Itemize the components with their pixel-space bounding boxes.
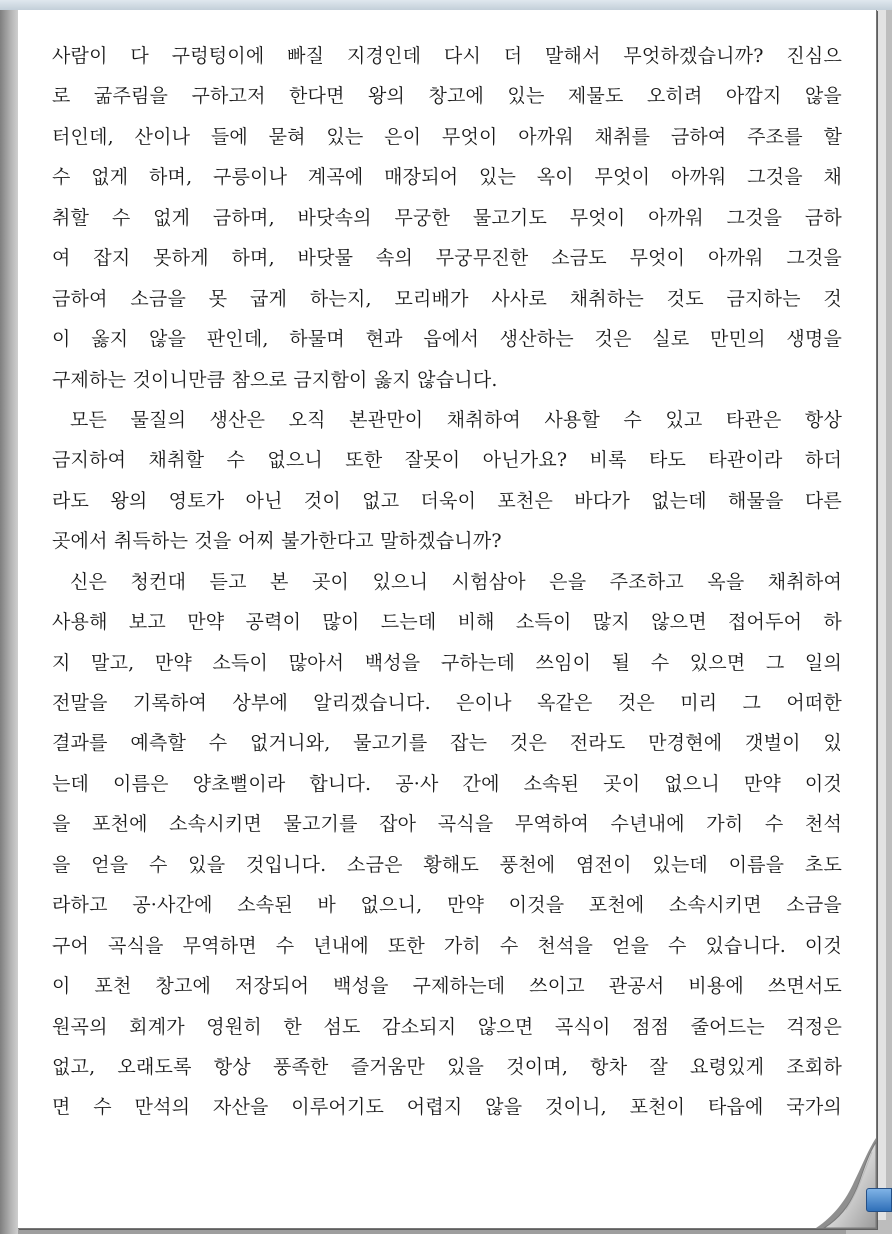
text-line: 구어 곡식을 무역하면 수 년내에 또한 가히 수 천석을 얻을 수 있습니다. 이것 bbox=[52, 934, 842, 957]
document-page bbox=[18, 10, 877, 1229]
text-line: 신은 청컨대 듣고 본 곳이 있으니 시험삼아 은을 주조하고 옥을 채취하여 bbox=[70, 570, 842, 593]
text-line: 수 없게 하며, 구릉이나 계곡에 매장되어 있는 옥이 무엇이 아까워 그것을 채 bbox=[52, 166, 842, 189]
scroll-tab-button[interactable] bbox=[866, 1188, 892, 1212]
text-line: 을 얻을 수 있을 것입니다. 소금은 황해도 풍천에 염전이 있는데 이름을 초도 bbox=[52, 853, 842, 876]
text-line: 없고, 오래도록 항상 풍족한 즐거움만 있을 것이며, 항차 잘 요령있게 조회하 bbox=[52, 1055, 842, 1078]
text-line: 사람이 다 구렁텅이에 빠질 지경인데 다시 더 말해서 무엇하겠습니까? 진심으 bbox=[52, 45, 842, 67]
body-text bbox=[52, 36, 842, 1128]
text-line: 원곡의 회계가 영원히 한 섬도 감소되지 않으면 곡식이 점점 줄어드는 걱정은 bbox=[52, 1015, 842, 1038]
text-line: 전말을 기록하여 상부에 알리겠습니다. 은이나 옥같은 것은 미리 그 어떠한 bbox=[52, 692, 842, 714]
text-line: 금지하여 채취할 수 없으니 또한 잘못이 아닌가요? 비록 타도 타관이라 하더 bbox=[52, 449, 842, 472]
text-line: 곳에서 취득하는 것을 어찌 불가한다고 말하겠습니까? bbox=[52, 530, 502, 553]
text-line: 이 옳지 않을 판인데, 하물며 현과 읍에서 생산하는 것은 실로 만민의 생명을 bbox=[52, 328, 842, 351]
text-line: 결과를 예측할 수 없거니와, 물고기를 잡는 것은 전라도 만경현에 갯벌이 있 bbox=[52, 732, 842, 755]
window-title-strip bbox=[0, 0, 892, 10]
text-line: 라도 왕의 영토가 아닌 것이 없고 더욱이 포천은 바다가 없는데 해물을 다른 bbox=[52, 489, 842, 512]
viewer-left-border bbox=[0, 10, 18, 1234]
text-line: 지 말고, 만약 소득이 많아서 백성을 구하는데 쓰임이 될 수 있으면 그 일의 bbox=[52, 651, 842, 674]
text-line: 로 굶주림을 구하고저 한다면 왕의 창고에 있는 제물도 오히려 아깝지 않을 bbox=[52, 85, 842, 108]
page-curl-icon[interactable] bbox=[816, 1138, 876, 1228]
text-line: 구제하는 것이니만큼 참으로 금지함이 옳지 않습니다. bbox=[52, 368, 498, 391]
text-line: 이 포천 창고에 저장되어 백성을 구제하는데 쓰이고 관공서 비용에 쓰면서도 bbox=[52, 975, 842, 998]
text-line: 는데 이름은 양초뻘이라 합니다. 공·사 간에 소속된 곳이 없으니 만약 이것 bbox=[52, 772, 842, 795]
text-line: 취할 수 없게 금하며, 바닷속의 무궁한 물고기도 무엇이 아까워 그것을 금하 bbox=[52, 206, 842, 229]
text-line: 사용해 보고 만약 공력이 많이 드는데 비해 소득이 많지 않으면 접어두어 하 bbox=[52, 611, 842, 634]
text-line: 모든 물질의 생산은 오직 본관만이 채취하여 사용할 수 있고 타관은 항상 bbox=[70, 408, 842, 431]
text-line: 을 포천에 소속시키면 물고기를 잡아 곡식을 무역하여 수년내에 가히 수 천석 bbox=[52, 813, 842, 836]
text-line: 터인데, 산이나 들에 묻혀 있는 은이 무엇이 아까워 채취를 금하여 주조를 할 bbox=[52, 125, 842, 148]
text-line: 여 잡지 못하게 하며, 바닷물 속의 무궁무진한 소금도 무엇이 아까워 그것을 bbox=[52, 247, 842, 270]
text-line: 면 수 만석의 자산을 이루어기도 어렵지 않을 것이니, 포천이 타읍에 국가의 bbox=[52, 1096, 842, 1119]
text-line: 금하여 소금을 못 굽게 하는지, 모리배가 사사로 채취하는 것도 금지하는 것 bbox=[52, 287, 842, 310]
text-line: 라하고 공·사간에 소속된 바 없으니, 만약 이것을 포천에 소속시키면 소금을 bbox=[52, 894, 842, 917]
